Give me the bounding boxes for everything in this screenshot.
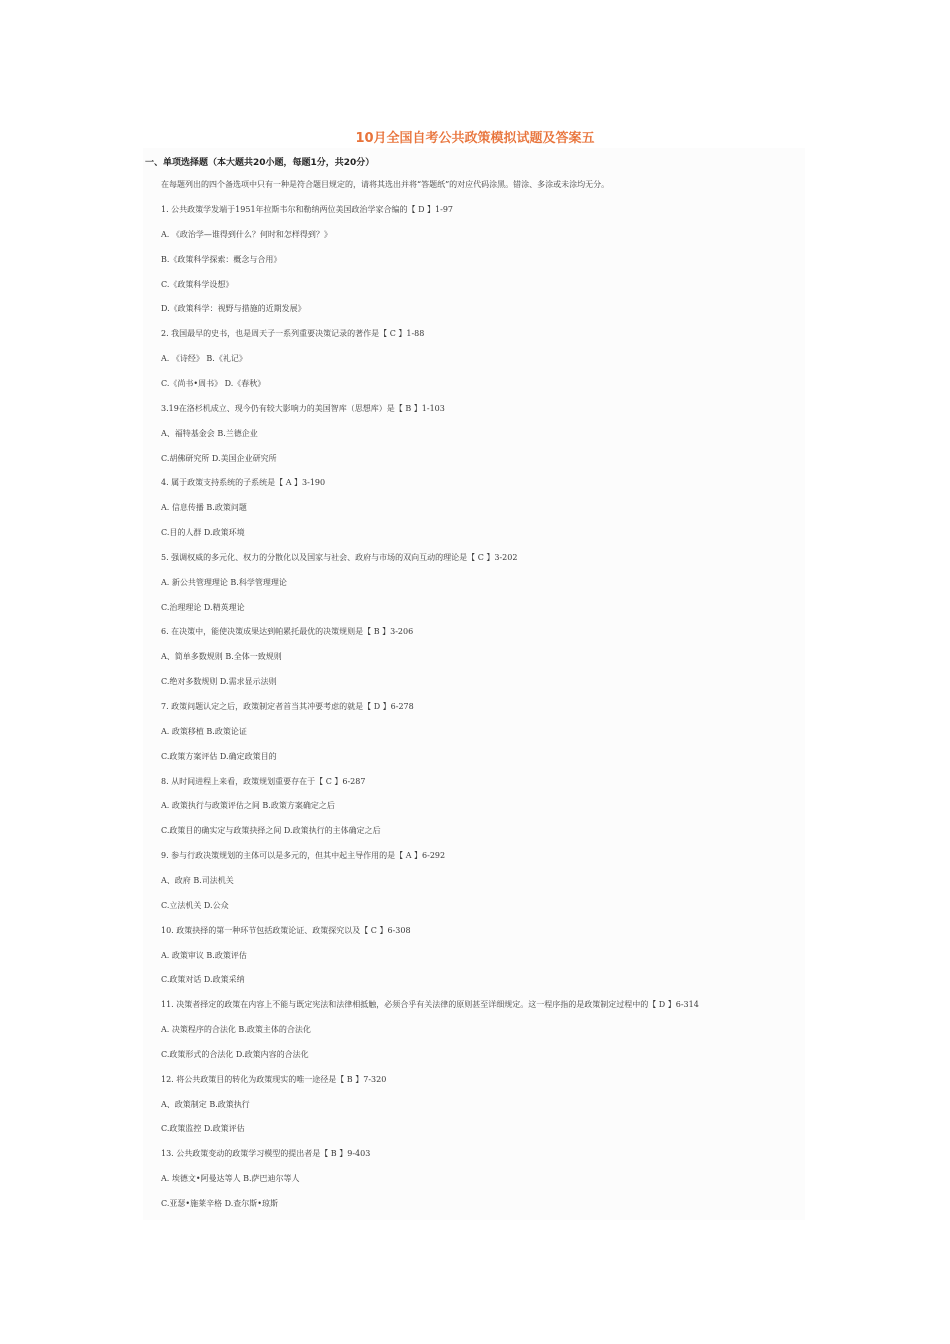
question-line: C.目的人群 D.政策环境: [161, 528, 245, 537]
question-line: C.绝对多数规则 D.需求显示法则: [161, 677, 277, 686]
question-line: A、政策制定 B.政策执行: [161, 1100, 250, 1109]
question-line: C.政策对话 D.政策采纳: [161, 975, 245, 984]
question-line: C.立法机关 D.公众: [161, 901, 229, 910]
question-line: A. 信息传播 B.政策问题: [161, 503, 247, 512]
question-line: C.《政策科学设想》: [161, 280, 234, 289]
question-line: A. 新公共管理理论 B.科学管理理论: [161, 578, 287, 587]
question-line: D.《政策科学：视野与措施的近期发展》: [161, 304, 306, 313]
question-line: C.《尚书•周书》 D.《春秋》: [161, 379, 266, 388]
question-line: A、简单多数规则 B.全体一致规则: [161, 652, 282, 661]
question-line: 4. 属于政策支持系统的子系统是【 A 】3-190: [161, 478, 326, 487]
question-line: 3.19在洛杉机成立、现今仍有较大影响力的美国智库（思想库）是【 B 】1-103: [161, 404, 445, 413]
question-line: 12. 将公共政策目的转化为政策现实的唯一途径是【 B 】7-320: [161, 1075, 387, 1084]
question-line: C.亚瑟•施莱辛格 D.查尔斯•琼斯: [161, 1199, 279, 1208]
question-line: C.政策方案评估 D.确定政策目的: [161, 752, 277, 761]
question-line: A、福特基金会 B.兰德企业: [161, 429, 258, 438]
question-line: A. 决策程序的合法化 B.政策主体的合法化: [161, 1025, 311, 1034]
question-line: C.治理理论 D.精英理论: [161, 603, 245, 612]
question-line: 7. 政策问题认定之后，政策制定者首当其冲要考虑的就是【 D 】6-278: [161, 702, 414, 711]
question-line: A. 政策审议 B.政策评估: [161, 951, 247, 960]
question-line: C.政策形式的合法化 D.政策内容的合法化: [161, 1050, 309, 1059]
question-line: A. 政策执行与政策评估之间 B.政策方案确定之后: [161, 801, 335, 810]
section-heading: 一、单项选择题（本大题共20小题，每题1分，共20分）: [145, 158, 375, 168]
question-line: A、政府 B.司法机关: [161, 876, 234, 885]
question-line: C.政策目的确实定与政策抉择之间 D.政策执行的主体确定之后: [161, 826, 381, 835]
question-line: 5. 强调权威的多元化、权力的分散化以及国家与社会、政府与市场的双向互动的理论是【 C 】3-202: [161, 553, 518, 562]
question-line: 8. 从时间进程上来看，政策规划重要存在于【 C 】6-287: [161, 777, 366, 786]
question-line: 2. 我国最早的史书，也是周天子一系列重要决策记录的著作是【 C 】1-88: [161, 329, 425, 338]
question-line: A. 埃德文•阿曼达等人 B.萨巴迪尔等人: [161, 1174, 300, 1183]
instruction-text: 在每题列出的四个备选项中只有一种是符合题目规定的，请将其选出并将“答题纸”的对应代码涂黑。错涂、多涂或未涂均无分。: [161, 180, 610, 189]
question-line: 13. 公共政策变动的政策学习模型的提出者是【 B 】9-403: [161, 1149, 371, 1158]
question-line: A. 政策移植 B.政策论证: [161, 727, 247, 736]
question-line: 1. 公共政策学发端于1951年拉斯韦尔和勒纳两位美国政治学家合编的【 D 】1-97: [161, 205, 454, 214]
question-line: 11. 决策者择定的政策在内容上不能与既定宪法和法律相抵触，必须合乎有关法律的原则甚至详细规定。这一程序指的是政策制定过程中的【 D 】6-314: [161, 1000, 699, 1009]
question-line: A. 《政治学—谁得到什么？何时和怎样得到？》: [161, 230, 332, 239]
page-title: 10月全国自考公共政策模拟试题及答案五: [355, 131, 595, 146]
question-line: C.政策监控 D.政策评估: [161, 1124, 245, 1133]
question-line: B.《政策科学探索：概念与合用》: [161, 255, 282, 264]
question-line: 10. 政策抉择的第一种环节包括政策论证、政策探究以及【 C 】6-308: [161, 926, 411, 935]
question-line: 9. 参与行政决策规划的主体可以是多元的，但其中起主导作用的是【 A 】6-292: [161, 851, 446, 860]
question-line: 6. 在决策中，能使决策成果达到帕累托最优的决策规则是【 B 】3-206: [161, 627, 414, 636]
question-line: A. 《诗经》 B.《礼记》: [161, 354, 247, 363]
question-line: C.胡佛研究所 D.美国企业研究所: [161, 454, 277, 463]
